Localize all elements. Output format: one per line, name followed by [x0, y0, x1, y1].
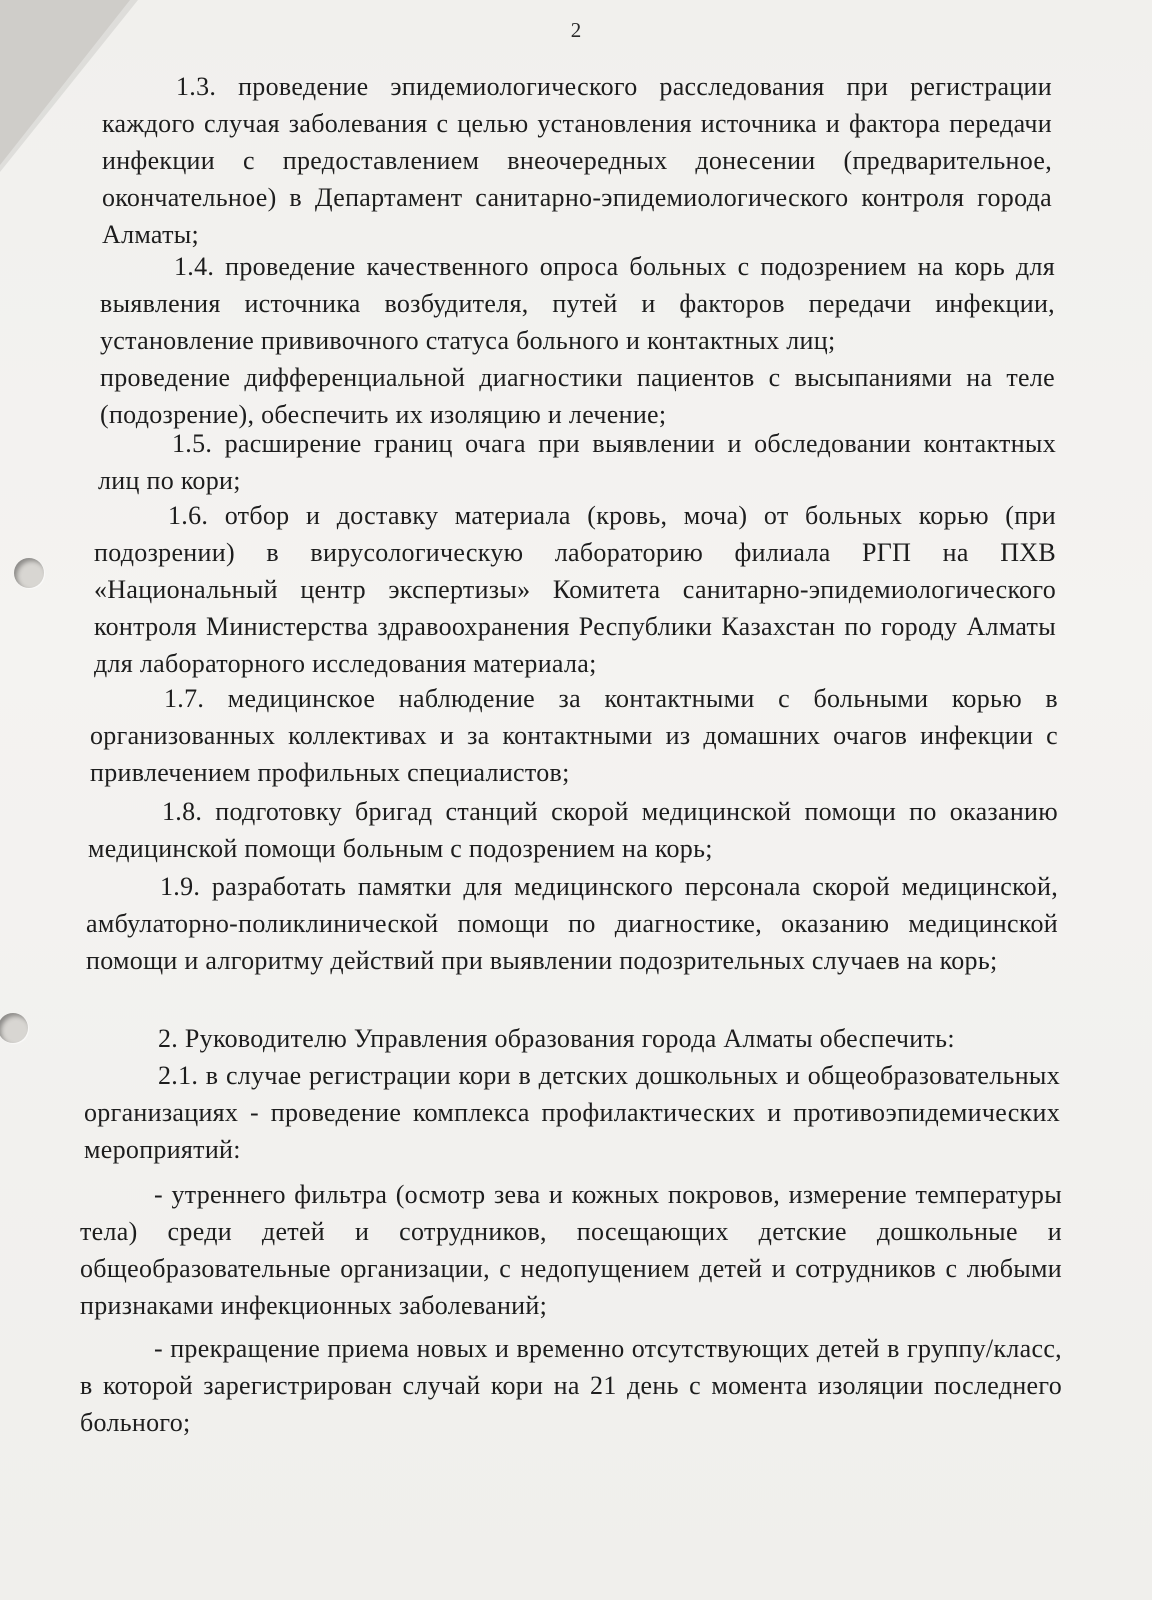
page-number: 2	[570, 18, 582, 42]
punch-hole-icon	[0, 1013, 28, 1043]
paragraph-2: 2. Руководителю Управления образования города Алматы обеспечить:	[158, 1024, 955, 1053]
paragraph-1-8: 1.8. подготовку бригад станций скорой медицинской помощи по оказанию медицинской помощи больным с подозрением на корь;	[88, 797, 1058, 863]
paragraph-1-9: 1.9. разработать памятки для медицинского персонала скорой медицинской, амбулаторно-поликлинической помощи по диагностике, оказанию медицинской помощи и алгоритму действий при выявлении подозрительных случаев на корь;	[86, 872, 1058, 975]
paragraph-1-4-continuation: проведение дифференциальной диагностики пациентов с высыпаниями на теле (подозрение), обеспечить их изоляцию и лечение;	[100, 363, 1055, 429]
list-item-stop-admission: - прекращение приема новых и временно отсутствующих детей в группу/класс, в которой зарегистрирован случай кори на 21 день с момента изоляции последнего больного;	[80, 1334, 1062, 1437]
section-1-5	[98, 425, 1056, 499]
section-1-6	[94, 497, 1056, 682]
paragraph-2-1: 2.1. в случае регистрации кори в детских дошкольных и общеобразовательных организациях - проведение комплекса профилактических и противоэпидемических мероприятий:	[84, 1061, 1060, 1164]
list-item-morning-filter: - утреннего фильтра (осмотр зева и кожных покровов, измерение температуры тела) среди детей и сотрудников, посещающих детские дошкольные и общеобразовательные организации, с недопущением детей и сотрудников с любыми признаками инфекционных заболеваний;	[80, 1180, 1062, 1320]
paragraph-1-3: 1.3. проведение эпидемиологического расследования при регистрации каждого случая заболевания с целью установления источника и фактора передачи инфекции с предоставлением внеочередных донесении (предварительное, окончательное) в Департамент санитарно-эпидемиологического контроля города Алматы;	[102, 72, 1052, 249]
paragraph-1-6: 1.6. отбор и доставку материала (кровь, моча) от больных корью (при подозрении) в вирусологическую лабораторию филиала РГП на ПХВ «Национальный центр экспертизы» Комитета санитарно-эпидемиологического контроля Министерства здравоохранения Республики Казахстан по городу Алматы для лабораторного исследования материала;	[94, 501, 1056, 678]
paragraph-1-7: 1.7. медицинское наблюдение за контактными с больными корью в организованных коллективах и за контактными из домашних очагов инфекции с привлечением профильных специалистов;	[90, 684, 1058, 787]
section-1-9	[86, 868, 1058, 979]
paragraph-1-5: 1.5. расширение границ очага при выявлении и обследовании контактных лиц по кори;	[98, 429, 1056, 495]
section-1-3	[102, 68, 1052, 253]
section-1-8	[88, 793, 1058, 867]
section-1-7	[90, 680, 1058, 791]
section-2	[84, 1020, 1060, 1168]
punch-hole-icon	[14, 558, 44, 588]
section-1-4	[100, 248, 1055, 433]
section-2-1-list	[80, 1176, 1062, 1441]
paragraph-1-4: 1.4. проведение качественного опроса больных с подозрением на корь для выявления источника возбудителя, путей и факторов передачи инфекции, установление прививочного статуса больного и контактных лиц;	[100, 252, 1055, 355]
